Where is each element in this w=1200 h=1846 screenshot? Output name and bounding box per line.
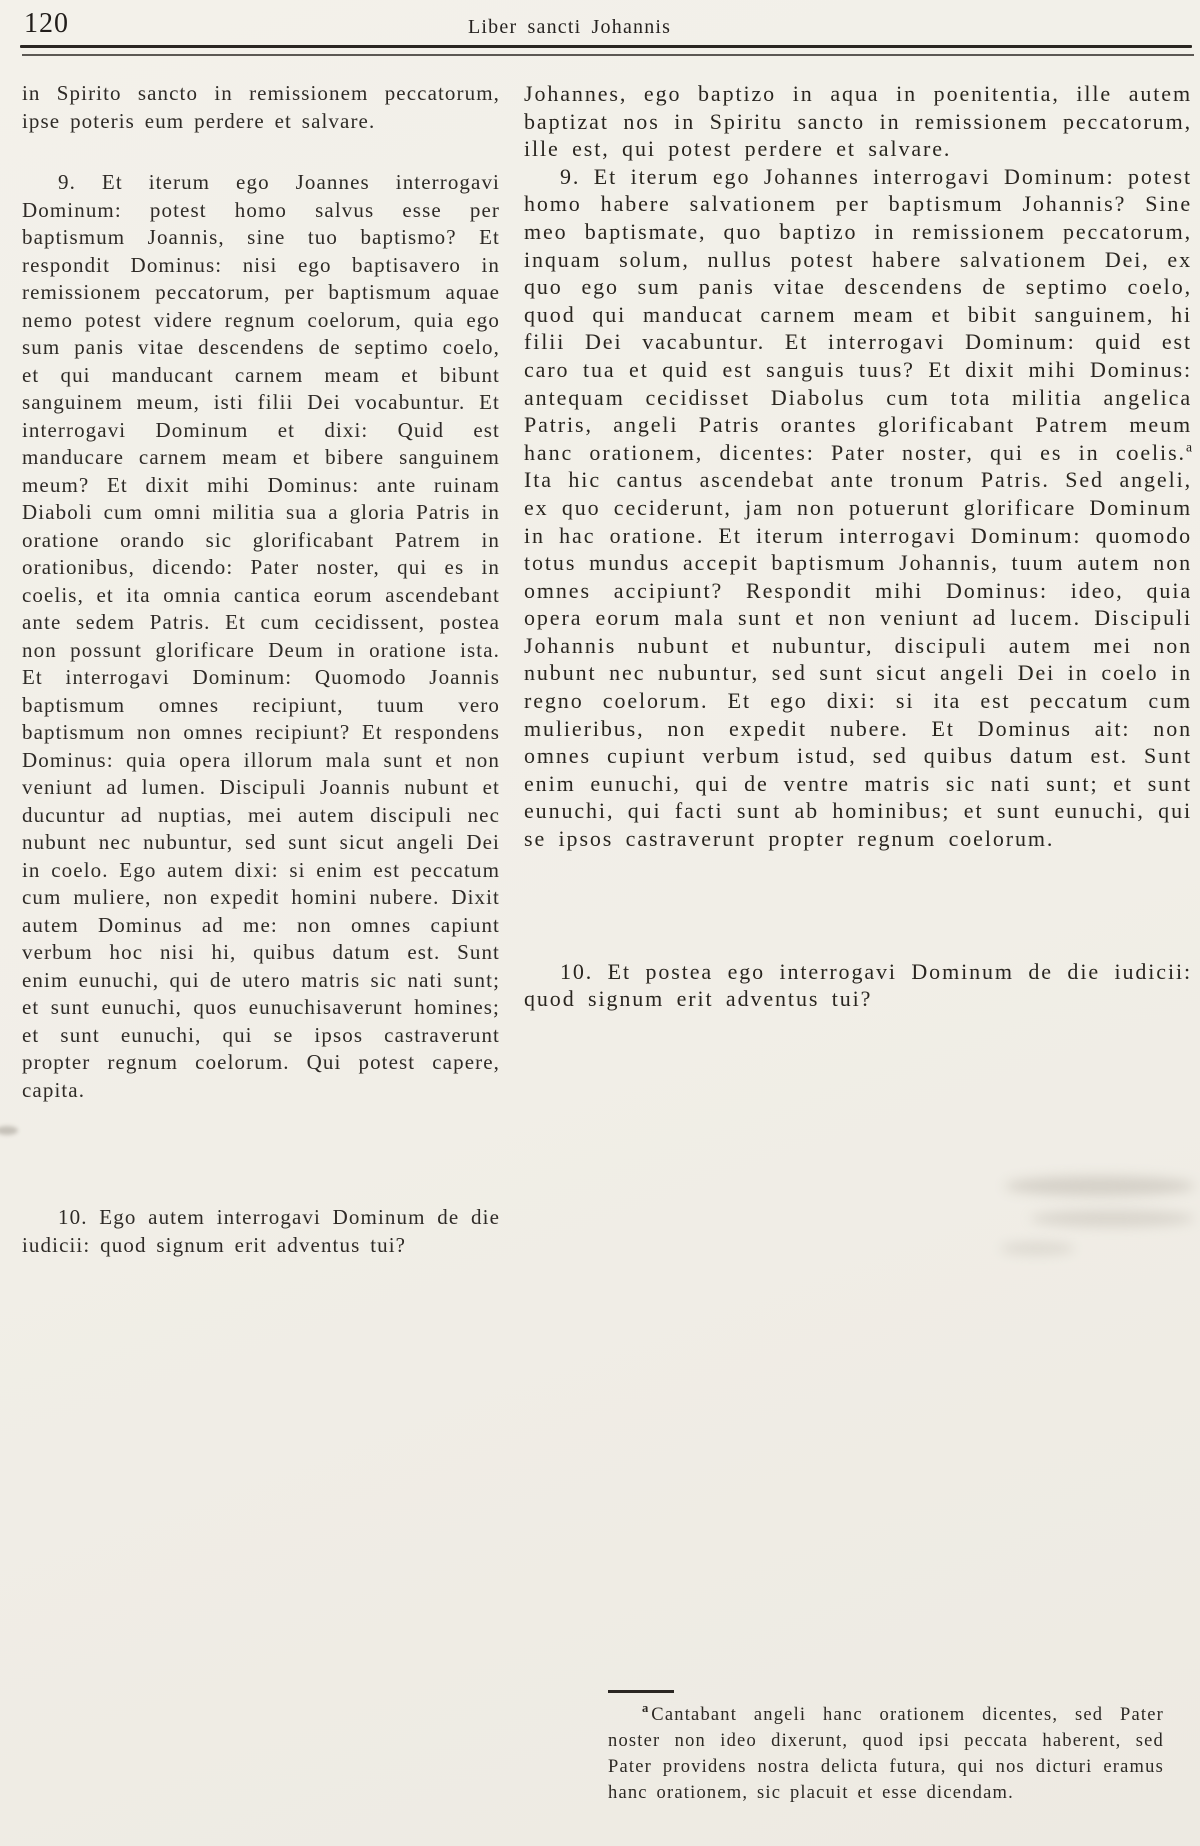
footnote-marker: a	[642, 1701, 649, 1716]
right-paragraph-10: 10. Et postea ego interrogavi Dominum de die iudicii: quod signum erit adventus tui?	[524, 958, 1192, 1012]
scan-smudge	[1005, 1176, 1195, 1196]
footnote-rule	[608, 1690, 674, 1693]
left-paragraph-10: 10. Ego autem interrogavi Dominum de die iudicii: quod signum erit adventus tui?	[22, 1205, 500, 1257]
page-number: 120	[24, 8, 69, 39]
header-rule-thick	[20, 45, 1192, 48]
footnote-body: Cantabant angeli hanc orationem dicentes, sed Pater noster non ideo dixerunt, quod ipsi peccata haberent, sed Pater providens nostra delicta futura, qui nos dicturi eramus hanc orationem, sic placuit et esse dicendam.	[608, 1704, 1164, 1803]
footnote-reference-marker: a	[1185, 439, 1192, 455]
scan-smudge	[1000, 1242, 1075, 1255]
left-column	[22, 80, 500, 1259]
right-paragraph-9	[524, 163, 1192, 853]
right-column	[524, 80, 1192, 1259]
scan-smudge	[1030, 1210, 1195, 1227]
footnote-text	[608, 1702, 1164, 1806]
right-paragraph-9-text-after-note: Ita hic cantus ascendebat ante tronum Patris. Sed angeli, ex quo ceciderunt, jam non potuerunt glorificare Dominum in hac oratione. Et iterum interrogavi Dominum: quomodo totus mundus accepit baptismum Johannis, tuum autem non omnes accipiunt? Respondit mihi Dominus: ideo, quia opera eorum mala sunt et non veniunt ad lucem. Discipuli Johannis nubunt et nubuntur, discipuli autem mei non nubunt nec nubuntur, sed sunt sicut angeli Dei in coelo in regno coelorum. Et ego dixi: si ita est peccatum cum mulieribus, non expedit nubere. Et Dominus ait: non omnes cupiunt verbum istud, sed quibus datum est. Sunt enim eunuchi, qui de ventre matris sic nati sunt; et sunt eunuchi, qui facti sunt ab hominibus; et sunt eunuchi, qui se ipsos castraverunt propter regnum coelorum.	[524, 467, 1192, 852]
right-paragraph-continuation: Johannes, ego baptizo in aqua in poenitentia, ille autem baptizat nos in Spiritu sancto in remissionem peccatorum, ille est, qui potest perdere et salvare.	[524, 81, 1192, 162]
text-columns	[22, 80, 1192, 1259]
right-paragraph-9-text-before-note: 9. Et iterum ego Johannes interrogavi Dominum: potest homo habere salvationem per baptismum Johannis? Sine meo baptismate, quo baptizo in remissionem peccatorum, inquam solum, nullus potest habere salvationem Dei, ex quo ego sum panis vitae descendens de septimo coelo, quod qui manducat carnem meam et bibit sanguinem, hi filii Dei vacabuntur. Et interrogavi Dominum: quid est caro tua et quid est sanguis tuus? Et dixit mihi Dominus: antequam cecidisset Diabolus cum tota militia angelica Patris, angeli Patris orantes glorificabant Patrem meum hanc orationem, dicentes: Pater noster, qui es in coelis.	[524, 163, 1192, 465]
running-title: Liber sancti Johannis	[468, 16, 672, 38]
header-rule-thin	[22, 54, 1194, 56]
left-paragraph-9: 9. Et iterum ego Joannes interrogavi Dominum: potest homo salvus esse per baptismum Joannis, sine tuo baptismo? Et respondit Dominus: nisi ego baptisavero in remissionem peccatorum, per baptismum aquae nemo potest videre regnum coelorum, quia ego sum panis vitae descendens de septimo coelo, et qui manducant carnem meam et bibunt sanguinem meum, isti filii Dei vocabuntur. Et interrogavi Dominum et dixi: Quid est manducare carnem meam et bibere sanguinem meum? Et dixit mihi Dominus: ante ruinam Diaboli cum omni militia sua a gloria Patris in oratione orando sic glorificabant Patrem in orationibus, dicendo: Pater noster, qui es in coelis, et ita omnia cantica eorum ascendebant ante sedem Patris. Et cum cecidissent, postea non possunt glorificare Deum in oratione ista. Et interrogavi Dominum: Quomodo Joannis baptismum omnes recipiunt, tuum vero baptismum non omnes recipiunt? Et respondens Dominus: quia opera illorum mala sunt et non veniunt ad lumen. Discipuli Joannis nubunt et ducuntur ad nuptias, mei autem discipuli nec nubunt nec nubuntur, sed sunt sicut angeli Dei in coelo. Ego autem dixi: si enim est peccatum cum muliere, non expedit homini nubere. Dixit autem Dominus ad me: non omnes capiunt verbum hoc nisi hi, quibus datum est. Sunt enim eunuchi, qui de utero matris sic nati sunt; et sunt eunuchi, quos eunuchisaverunt homines; et sunt eunuchi, qui se ipsos castraverunt propter regnum coelorum. Qui potest capere, capita.	[22, 170, 500, 1102]
scan-smudge	[0, 1126, 18, 1135]
footnote-block	[608, 1690, 1164, 1806]
left-paragraph-continuation: in Spirito sancto in remissionem peccatorum, ipse poteris eum perdere et salvare.	[22, 81, 500, 133]
